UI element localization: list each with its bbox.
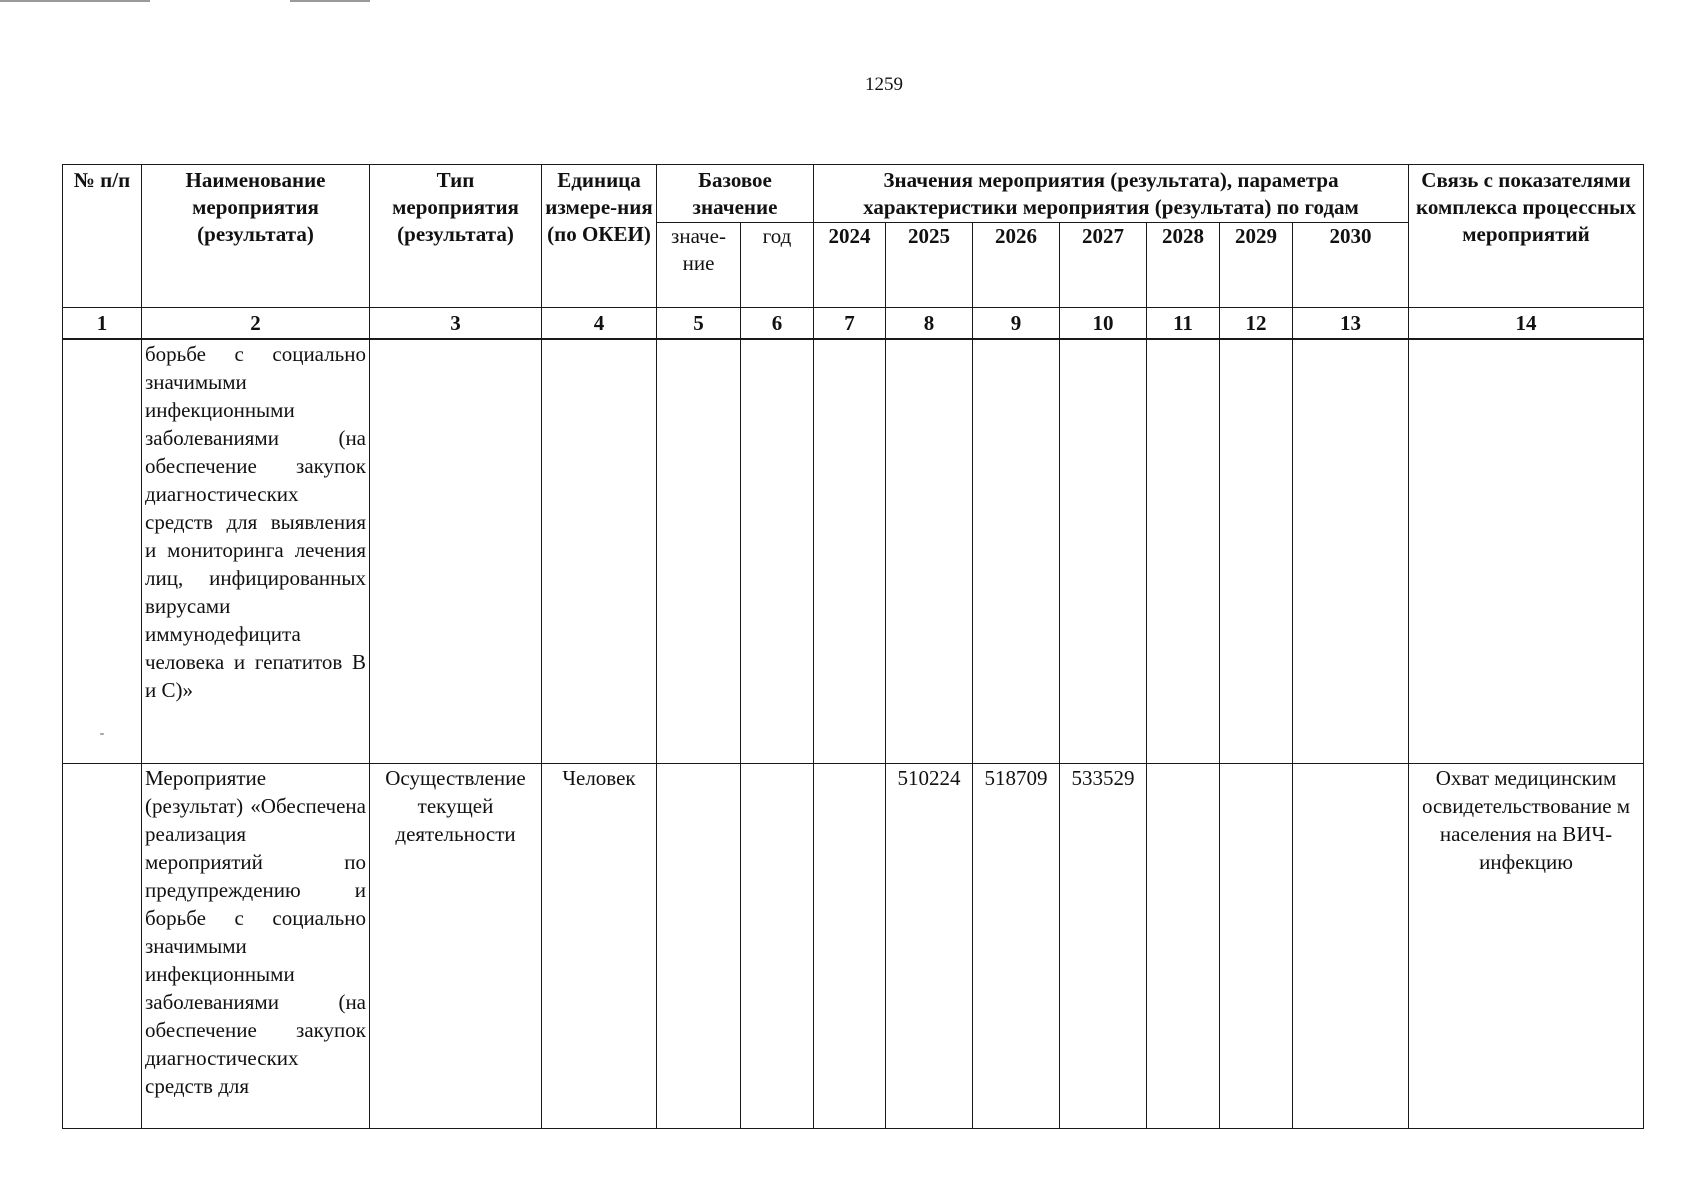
column-number: 7: [814, 308, 886, 340]
table-row: [63, 763, 1644, 1128]
row-value-2028: [1147, 763, 1220, 1128]
column-number: 5: [657, 308, 741, 340]
header-number: № п/п: [63, 165, 142, 308]
header-year-2025: 2025: [886, 223, 973, 308]
header-year-2026: 2026: [973, 223, 1060, 308]
row-value-2028: [1147, 339, 1220, 763]
column-number: 6: [741, 308, 814, 340]
row-value-2024: [814, 763, 886, 1128]
header-year-2029: 2029: [1220, 223, 1293, 308]
row-value-2029: [1220, 339, 1293, 763]
header-year-2030: 2030: [1293, 223, 1409, 308]
row-value-2027: 533529: [1060, 763, 1147, 1128]
row-unit: [542, 339, 657, 763]
row-unit: Человек: [542, 763, 657, 1128]
header-year-2024: 2024: [814, 223, 886, 308]
column-number: 4: [542, 308, 657, 340]
column-number: 14: [1409, 308, 1644, 340]
page-number: 1259: [865, 74, 903, 95]
header-link: Связь с показателями комплекса процессных мероприятий: [1409, 165, 1644, 308]
measures-table: [62, 164, 1644, 1129]
row-type: Осуществление текущей деятельности: [370, 763, 542, 1128]
row-link: [1409, 339, 1644, 763]
row-type: [370, 339, 542, 763]
row-value-2029: [1220, 763, 1293, 1128]
table-row: [63, 339, 1644, 763]
column-number: 13: [1293, 308, 1409, 340]
header-base-year: год: [741, 223, 814, 308]
row-value-2030: [1293, 339, 1409, 763]
column-number: 8: [886, 308, 973, 340]
row-base-value: [657, 763, 741, 1128]
row-base-year: [741, 339, 814, 763]
header-base-group: Базовое значение: [657, 165, 814, 223]
row-value-2030: [1293, 763, 1409, 1128]
row-value-2025: 510224: [886, 763, 973, 1128]
row-name: Мероприятие (результат) «Обеспечена реализация мероприятий по предупреждению и борьбе с социально значимыми инфекционными заболеваниями (на обеспечение закупок диагностических средств для: [142, 763, 370, 1128]
row-value-2025: [886, 339, 973, 763]
column-number: 11: [1147, 308, 1220, 340]
row-value-2026: 518709: [973, 763, 1060, 1128]
header-type: Тип мероприятия (результата): [370, 165, 542, 308]
header-unit: Единица измере-ния (по ОКЕИ): [542, 165, 657, 308]
row-value-2024: [814, 339, 886, 763]
row-base-year: [741, 763, 814, 1128]
column-number: 2: [142, 308, 370, 340]
row-base-value: [657, 339, 741, 763]
header-years-group: Значения мероприятия (результата), параметра характеристики мероприятия (результата) по годам: [814, 165, 1409, 223]
row-value-2026: [973, 339, 1060, 763]
header-year-2028: 2028: [1147, 223, 1220, 308]
column-number: 1: [63, 308, 142, 340]
top-rule-right: [290, 0, 370, 2]
row-value-2027: [1060, 339, 1147, 763]
column-number: 3: [370, 308, 542, 340]
column-number: 10: [1060, 308, 1147, 340]
row-name: борьбе с социально значимыми инфекционными заболеваниями (на обеспечение закупок диагностических средств для выявления и мониторинга лечения лиц, инфицированных вирусами иммунодефицита человека и гепатитов В и С)»: [142, 339, 370, 763]
row-link: Охват медицинским освидетельствование м населения на ВИЧ-инфекцию: [1409, 763, 1644, 1128]
top-rule-left: [0, 0, 150, 2]
column-number: 9: [973, 308, 1060, 340]
header-base-value: значе-ние: [657, 223, 741, 308]
header-year-2027: 2027: [1060, 223, 1147, 308]
row-number: [63, 763, 142, 1128]
header-name: Наименование мероприятия (результата): [142, 165, 370, 308]
column-number: 12: [1220, 308, 1293, 340]
row-number: -: [63, 339, 142, 763]
